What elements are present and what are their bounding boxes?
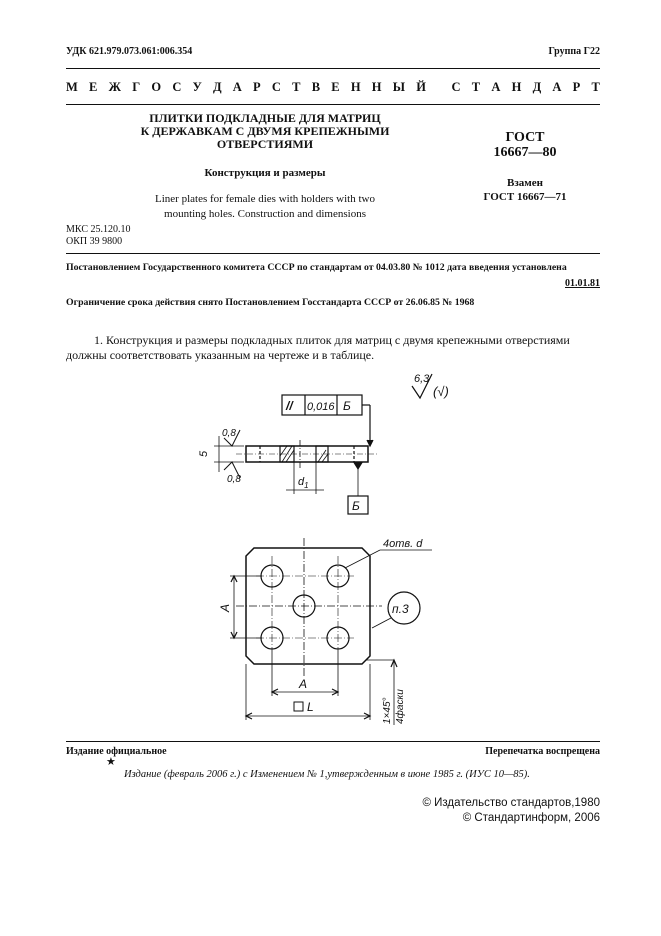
heading-letter: Р <box>253 80 261 94</box>
heading-letter: Т <box>591 80 600 94</box>
gost-number-value: 16667—80 <box>493 145 557 160</box>
okp-code: ОКП 39 9800 <box>66 236 123 247</box>
heading-letter: В <box>311 80 321 94</box>
roughness-paren: (√) <box>433 384 449 399</box>
copyright-1: © Издательство стандартов,1980 <box>422 797 600 809</box>
title-line-3: ОТВЕРСТИЯМИ <box>216 137 314 151</box>
heading-letter: Д <box>532 80 542 94</box>
surface-top-roughness: 0,8 <box>222 428 236 439</box>
heading-letter: Н <box>371 80 382 94</box>
subtitle: Конструкция и размеры <box>204 167 326 179</box>
mks-code: МКС 25.120.10 <box>66 224 131 235</box>
title-line-1: ПЛИТКИ ПОДКЛАДНЫЕ ДЛЯ МАТРИЦ <box>149 111 381 125</box>
gost-label: ГОСТ <box>505 130 545 145</box>
english-title-line-2: mounting holes. Construction and dimensions <box>164 208 366 220</box>
decree-date: 01.01.81 <box>565 278 600 289</box>
heading-letter: У <box>192 80 202 94</box>
heading-letter: А <box>232 80 242 94</box>
heading-letter: С <box>271 80 281 94</box>
heading-letter: Ы <box>392 80 406 94</box>
group-code: Группа Г22 <box>548 46 600 57</box>
heading-letter: М <box>66 80 78 94</box>
heading-letter: Т <box>471 80 481 94</box>
chamfer-count: 4фаски <box>395 689 406 724</box>
chamfer-size: 1×45° <box>382 697 393 724</box>
surface-bottom-roughness: 0,8 <box>227 474 241 485</box>
official-edition: Издание официальное <box>66 746 167 757</box>
d1-subscript: 1 <box>304 481 309 490</box>
replaces-label: Взамен <box>507 177 543 189</box>
heading-letter: О <box>151 80 162 94</box>
parallelism-symbol: // <box>286 399 293 413</box>
english-title-line-1: Liner plates for female dies with holders with two <box>155 193 375 205</box>
roughness-symbol <box>412 373 449 399</box>
heading-letter: Е <box>89 80 98 94</box>
footer-rule <box>66 741 600 742</box>
replaces-value: ГОСТ 16667—71 <box>483 191 567 203</box>
heading-letter: Е <box>331 80 340 94</box>
heading-letter: А <box>552 80 562 94</box>
heading-letter: А <box>491 80 501 94</box>
tolerance-frame <box>282 395 373 446</box>
paragraph-1-line-2: должны соответствовать указанным на чертеже и в таблице. <box>66 348 375 362</box>
heading-letter: Т <box>292 80 301 94</box>
reprint-notice: Перепечатка воспрещена <box>485 746 600 757</box>
tolerance-value: 0,016 <box>307 401 335 413</box>
datum-box-label: Б <box>352 499 360 513</box>
heading-letter: Н <box>350 80 361 94</box>
side-view <box>198 428 378 514</box>
copyright-2: © Стандартинформ, 2006 <box>462 812 600 824</box>
thickness-dim: 5 <box>198 450 210 457</box>
heading-letter: С <box>451 80 461 94</box>
plan-view <box>218 538 432 725</box>
note-ref: п.3 <box>392 602 409 616</box>
d1-letter: d <box>298 476 305 488</box>
d1-dim <box>298 476 309 490</box>
heading-letter: Й <box>416 80 426 94</box>
copyright-block <box>422 796 600 826</box>
dim-a-vertical: A <box>218 603 232 612</box>
tolerance-datum: Б <box>343 399 351 413</box>
heading-letter: Н <box>511 80 522 94</box>
paragraph-1-line-1: 1. Конструкция и размеры подкладных плиток для матриц с двумя крепежными отверстиями <box>94 333 570 347</box>
dim-l: L <box>307 700 314 714</box>
heading-letter: С <box>172 80 182 94</box>
roughness-value: 6,3 <box>414 373 430 385</box>
heading-letter: Д <box>212 80 222 94</box>
heading-letter: Г <box>132 80 141 94</box>
title-line-2: К ДЕРЖАВКАМ С ДВУМЯ КРЕПЕЖНЫМИ <box>140 124 390 138</box>
udk-code: УДК 621.979.073.061:006.354 <box>66 46 193 57</box>
decree-text: Постановлением Государственного комитета СССР по стандартам от 04.03.80 № 1012 дата введения установлена <box>66 262 567 273</box>
star-icon: ★ <box>106 756 116 768</box>
heading-letter: Р <box>572 80 581 94</box>
holes-note: 4отв. d <box>383 538 423 550</box>
edition-note: Издание (февраль 2006 г.) с Изменением № 1,утвержденным в июне 1985 г. (ИУС 10—85). <box>124 769 530 780</box>
limit-text: Ограничение срока действия снято Постановлением Госстандарта СССР от 26.06.85 № 1968 <box>66 297 475 308</box>
heading-letter: Ж <box>108 80 121 94</box>
dim-a-horizontal: A <box>299 677 308 691</box>
